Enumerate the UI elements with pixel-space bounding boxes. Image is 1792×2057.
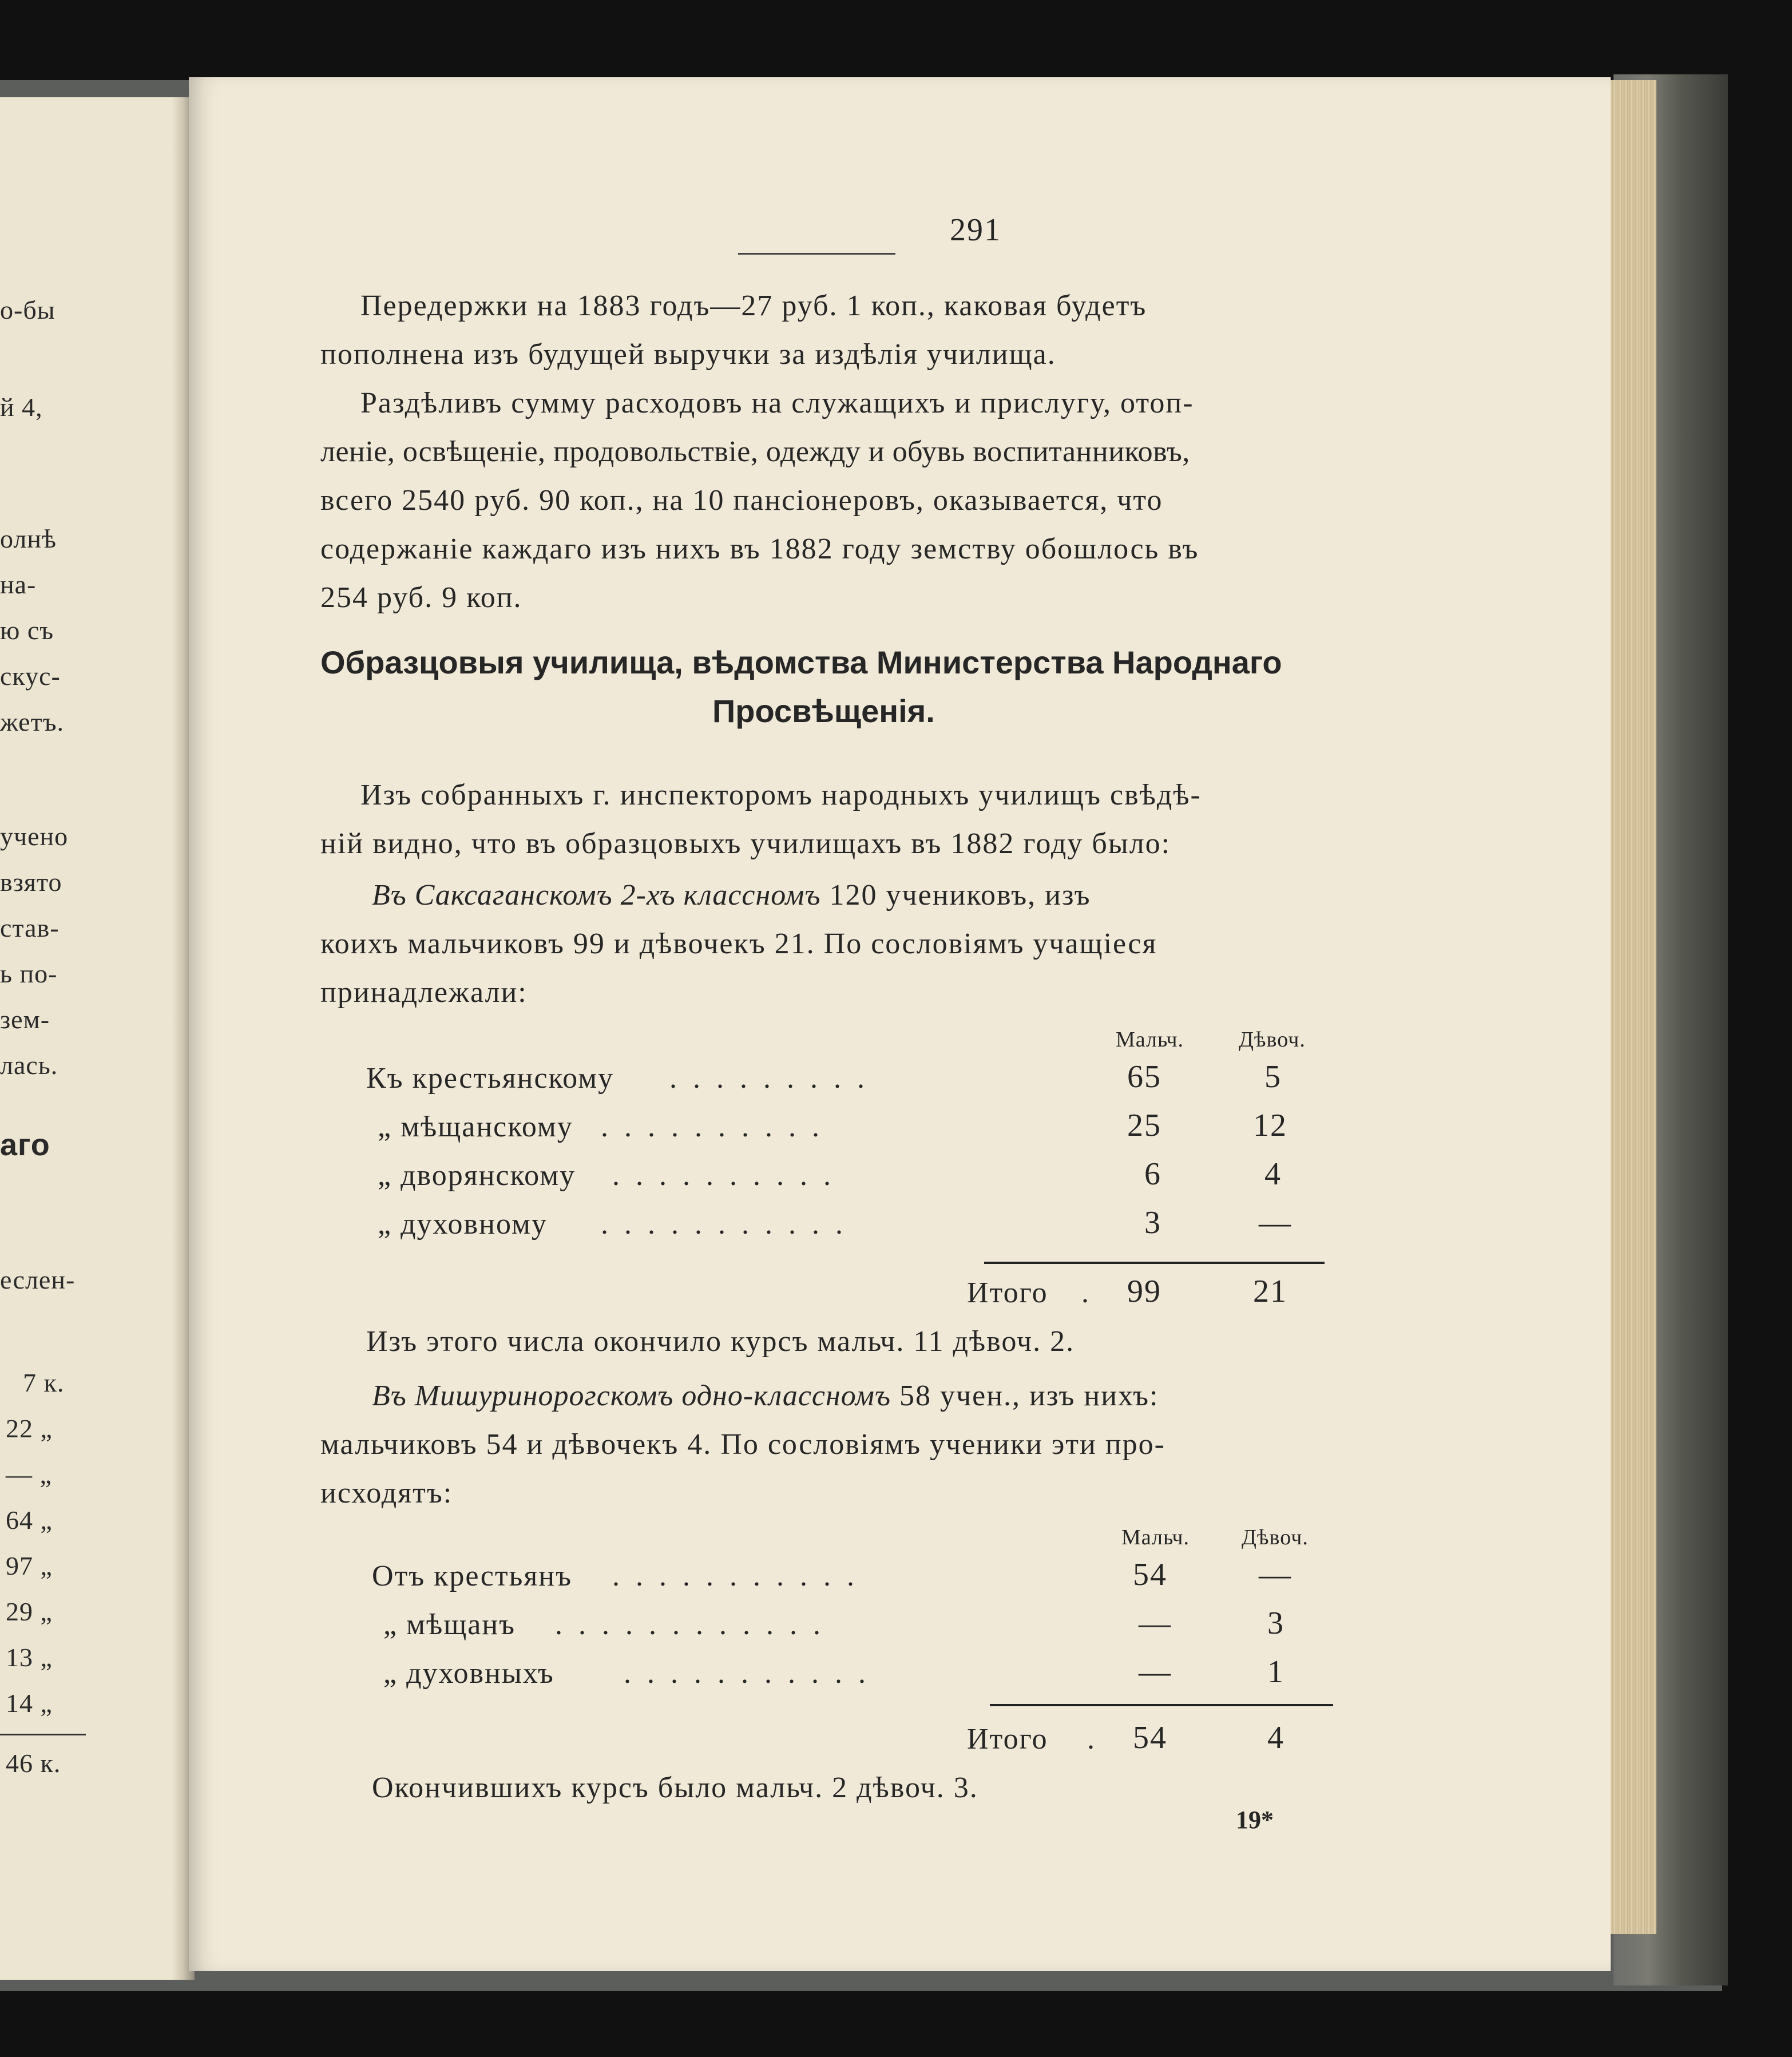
total-boys: 54 (1133, 1720, 1167, 1755)
total-girls: 21 (1253, 1274, 1287, 1309)
left-fragment: 29 „ (6, 1597, 53, 1626)
leader-dots: ........... (612, 1560, 870, 1592)
table-cell-girls: 5 (1264, 1059, 1282, 1095)
left-fragment: жетъ. (0, 707, 64, 736)
text-line: всего 2540 руб. 90 коп., на 10 пансіонеровъ, оказывается, что (320, 484, 1163, 517)
left-fragment: ю съ (0, 616, 54, 645)
table-row-label: „ духовныхъ (383, 1657, 554, 1690)
sum-rule (0, 1734, 86, 1735)
table-cell-boys: — (1139, 1654, 1172, 1690)
table-cell-boys: 25 (1127, 1108, 1161, 1143)
table-row-label: „ мѣщанскому (378, 1111, 573, 1143)
text-line: исходятъ: (320, 1477, 453, 1509)
column-header-boys: Мальч. (1116, 1028, 1184, 1052)
table-cell-girls: — (1259, 1557, 1292, 1592)
text-line: мальчиковъ 54 и дѣвочекъ 4. По сословіямъ ученики эти про- (320, 1428, 1165, 1461)
table-cell-boys: — (1139, 1606, 1172, 1641)
left-fragment: 46 к. (6, 1749, 61, 1778)
table-cell-girls: 1 (1267, 1654, 1284, 1690)
text-line: принадлежали: (320, 976, 528, 1009)
total-label: Итого (967, 1723, 1048, 1755)
left-fragment: аго (0, 1128, 50, 1162)
table-row-label: Къ крестьянскому (366, 1062, 614, 1095)
section-heading: Просвѣщенія. (712, 693, 935, 729)
leader-dots: ........... (601, 1208, 859, 1240)
left-fragment: учено (0, 822, 69, 851)
text-line: коихъ мальчиковъ 99 и дѣвочекъ 21. По сословіямъ учащіеся (320, 928, 1157, 960)
column-header-girls: Дѣвоч. (1239, 1028, 1306, 1052)
text-line: ній видно, что въ образцовыхъ училищахъ въ 1882 году было: (320, 827, 1171, 860)
text-line (372, 1379, 1159, 1413)
left-fragment: олнѣ (0, 524, 57, 553)
total-girls: 4 (1267, 1720, 1284, 1755)
text-line: пополнена изъ будущей выручки за издѣлія училища. (320, 338, 1056, 371)
left-fragment: — „ (6, 1460, 52, 1489)
text-line: Окончившихъ курсъ было мальч. 2 дѣвоч. 3. (372, 1771, 978, 1804)
left-fragment: й 4, (0, 393, 43, 422)
total-rule (990, 1704, 1333, 1706)
right-page (189, 77, 1611, 1971)
left-fragment: ь по- (0, 959, 58, 988)
left-fragment: еслен- (0, 1265, 76, 1294)
text-line: содержаніе каждаго изъ нихъ въ 1882 году земству обошлось въ (320, 533, 1199, 565)
table-cell-girls: — (1259, 1205, 1292, 1240)
left-fragment: 7 к. (23, 1368, 65, 1397)
table-cell-girls: 12 (1253, 1108, 1287, 1143)
table-row-label: Отъ крестьянъ (372, 1560, 572, 1592)
leader-dots: .......... (612, 1159, 847, 1192)
section-heading: Образцовыя училища, вѣдомства Министерства Народнаго (320, 644, 1282, 680)
printer-signature: 19* (1236, 1806, 1274, 1834)
left-fragment: зем- (0, 1005, 50, 1034)
school-name: Въ Саксаганскомъ 2-хъ классномъ (372, 879, 821, 911)
total-rule (984, 1262, 1325, 1264)
text-line: Изъ этого числа окончило курсъ мальч. 11 дѣвоч. 2. (366, 1325, 1075, 1358)
page-number-rule (738, 253, 895, 255)
page-edges (1605, 80, 1656, 1934)
text-line: Раздѣливъ сумму расходовъ на служащихъ и прислугу, отоп- (360, 387, 1194, 419)
school-count: 120 учениковъ, изъ (829, 879, 1091, 911)
total-label: Итого (967, 1277, 1048, 1309)
left-fragment: взято (0, 867, 62, 897)
text-line: 254 руб. 9 коп. (320, 581, 522, 614)
left-fragment: 13 „ (6, 1643, 53, 1672)
leader-dots: ............ (555, 1608, 836, 1641)
leader-dots: ......... (669, 1062, 881, 1095)
page-number: 291 (950, 212, 1001, 248)
column-header-girls: Дѣвоч. (1242, 1525, 1309, 1549)
table-cell-girls: 4 (1264, 1156, 1282, 1192)
leader-dots: ........... (624, 1657, 882, 1690)
table-row-label: „ мѣщанъ (383, 1608, 516, 1641)
left-fragment: на- (0, 570, 37, 599)
leader-dots: . (1087, 1723, 1096, 1755)
left-fragment: став- (0, 913, 60, 942)
text-line: леніе, освѣщеніе, продовольствіе, одежду и обувь воспитанниковъ, (320, 435, 1190, 468)
table-row-label: „ дворянскому (378, 1159, 576, 1192)
table-cell-boys: 6 (1144, 1156, 1161, 1192)
table-cell-boys: 54 (1133, 1557, 1167, 1592)
text-line: Изъ собранныхъ г. инспекторомъ народныхъ училищъ свѣдѣ- (360, 779, 1202, 811)
table-cell-boys: 65 (1127, 1059, 1161, 1095)
left-fragment: о-бы (0, 295, 55, 324)
table-cell-girls: 3 (1267, 1606, 1284, 1641)
leader-dots: .......... (601, 1111, 835, 1143)
column-header-boys: Мальч. (1121, 1525, 1190, 1549)
table-row-label: „ духовному (378, 1208, 548, 1240)
table-cell-boys: 3 (1144, 1205, 1161, 1240)
school-count: 58 учен., изъ нихъ: (899, 1380, 1159, 1412)
left-fragment: 14 „ (6, 1689, 53, 1718)
left-fragment: лась. (0, 1051, 58, 1080)
leader-dots: . (1081, 1277, 1090, 1309)
left-page (0, 97, 189, 1980)
text-line (372, 878, 1091, 912)
total-boys: 99 (1127, 1274, 1161, 1309)
text-line: Передержки на 1883 годъ—27 руб. 1 коп., каковая будетъ (360, 290, 1147, 322)
left-fragment: скус- (0, 661, 61, 691)
left-fragment: 97 „ (6, 1551, 53, 1580)
school-name: Въ Мишуринорогскомъ одно-классномъ (372, 1380, 891, 1412)
left-fragment: 22 „ (6, 1414, 53, 1443)
left-fragment: 64 „ (6, 1505, 53, 1535)
